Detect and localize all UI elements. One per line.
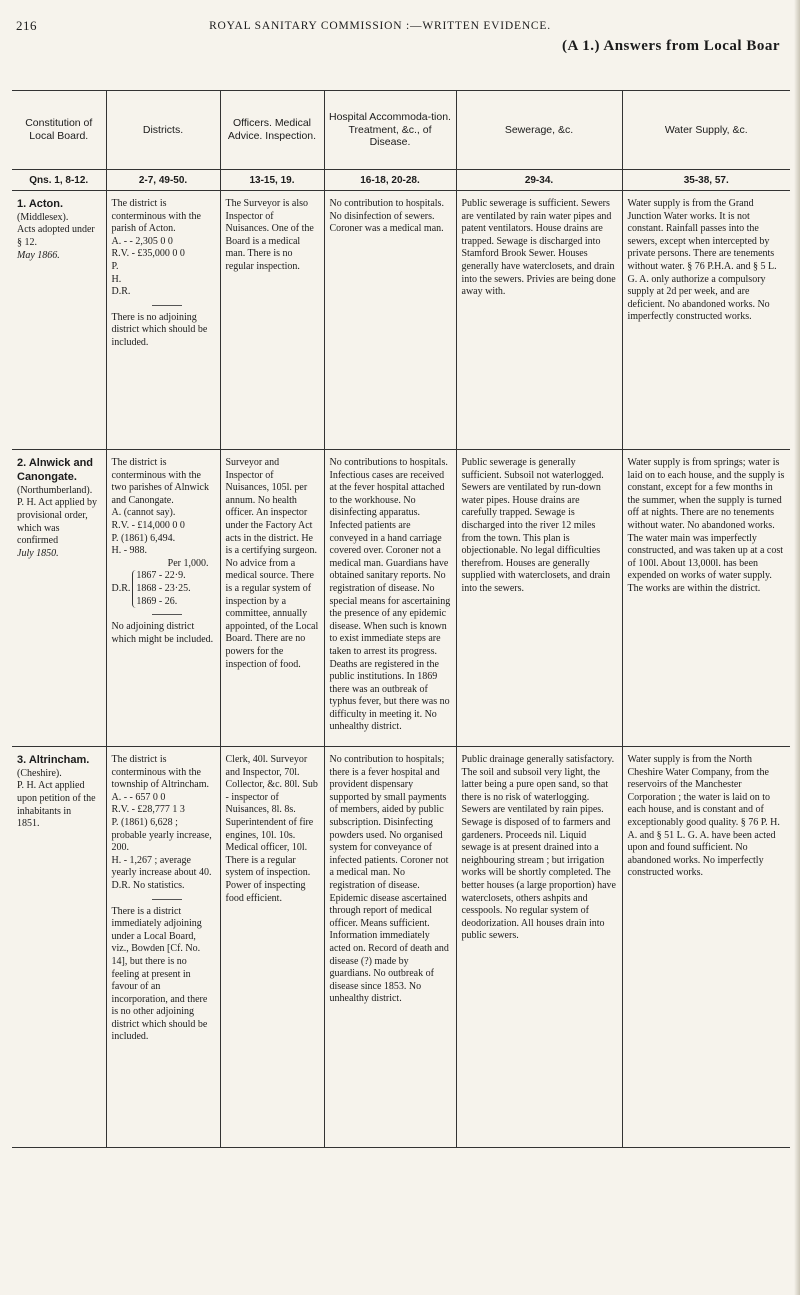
evidence-table [12, 90, 790, 1148]
water-cell [622, 191, 790, 450]
divider [152, 305, 182, 306]
officers-text: Clerk, 40l. Surveyor and Inspector, 70l. Collector, &c. 80l. Sub - inspector of Nuisances, 8l. 8s. Superintendent of fire engines, 10l. 10s. Medical officer, 10l. There is a regular system of inspection. Power of inspecting food efficient. [225, 754, 318, 904]
district-population: P. (1861) 6,494. [111, 532, 176, 544]
district-cell [106, 747, 220, 1148]
board-date: 1851. [17, 818, 40, 830]
district-houses: H. - 1,267 ; average yearly increase about 40. [111, 854, 212, 879]
board-acts: P. H. Act applied upon petition of the inhabitants in [17, 780, 96, 817]
district-population: P. (1861) 6,628 ; probable yearly increase, 200. [111, 816, 212, 854]
qns-districts: 2-7, 49-50. [106, 170, 220, 191]
district-area: A. (cannot say). [111, 507, 176, 519]
hospital-text: No contribution to hospitals. No disinfection of sewers. Coroner was a medical man. [329, 198, 444, 235]
board-acts: P. H. Act applied by provisional order, which was confirmed [17, 497, 97, 547]
table-row [12, 191, 790, 450]
divider [152, 899, 182, 900]
sewerage-cell [456, 450, 622, 747]
district-rateable-value: R.V. - £14,000 0 0 [111, 519, 185, 531]
officers-cell [220, 450, 324, 747]
district-death-rate: D.R. No statistics. [111, 879, 185, 891]
sewerage-text: Public sewerage is sufficient. Sewers are ventilated by rain water pipes and patent ventilators. House drains are trapped. Sewage is discharged into Stamford Brook Sewer. Houses generally have waterclosets, and drain into the sewers. Privies are being done away with. [461, 198, 616, 298]
hospital-cell [324, 191, 456, 450]
officers-text: The Surveyor is also Inspector of Nuisances. One of the Board is a medical man. There is no regular inspection. [225, 198, 314, 272]
district-death-rate: D.R. [111, 286, 131, 298]
table-row [12, 450, 790, 747]
section-subtitle: (A 1.) Answers from Local Boar [561, 38, 780, 54]
board-name: 3. Altrincham. [17, 754, 90, 766]
board-cell [12, 450, 106, 747]
water-text: Water supply is from the Grand Junction Water works. It is not constant. Rainfall passes into the sewers, except when intercepted by private persons. There are tenements without water. § 76 P.H.A. and § 5 L. G. A. only authorize a compulsory supply at 2d per week, and are deficient. No abandoned works. No imperfectly constructed works. [627, 198, 777, 323]
board-county: (Middlesex). [17, 211, 69, 223]
sewerage-cell [456, 747, 622, 1148]
officers-cell [220, 747, 324, 1148]
board-date: May 1866. [17, 249, 60, 261]
district-intro: The district is conterminous with the parish of Acton. [111, 198, 201, 235]
qns-constitution: Qns. 1, 8-12. [12, 170, 106, 191]
board-date: July 1850. [17, 547, 59, 559]
board-cell [12, 747, 106, 1148]
board-cell [12, 191, 106, 450]
running-title: ROYAL SANITARY COMMISSION :—WRITTEN EVIDENCE. [209, 20, 551, 32]
district-rateable-value: R.V. - £35,000 0 0 [111, 248, 185, 260]
water-text: Water supply is from the North Cheshire Water Company, from the reservoirs of the Manchester Corporation ; the water is laid on to each house, and is constant and of exceptionably good quality. § 76 P. H. A. and § 51 L. G. A. have been acted upon and found sufficient. No abandoned works. No imperfectly constructed works. [627, 754, 780, 879]
hospital-cell [324, 747, 456, 1148]
death-rate-1867: 1867 - 22·9. [136, 570, 186, 582]
col-header-constitution: Constitution of Local Board. [12, 91, 106, 170]
qns-hospital: 16-18, 20-28. [324, 170, 456, 191]
sewerage-text: Public sewerage is generally sufficient. Subsoil not waterlogged. Sewers are ventilated by run-down water pipes. House drains are carefully trapped. Sewage is discharged into the river 12 miles from the town. This plan is objectionable. No legal difficulties therefrom. Houses are generally supplied with waterclosets, and drain into the sewers. [461, 457, 611, 594]
district-per-thousand: Per 1,000. [167, 557, 209, 569]
district-area: A. - - 2,305 0 0 [111, 235, 173, 247]
qns-water: 35-38, 57. [622, 170, 790, 191]
death-rate-label: D.R. [111, 582, 131, 594]
page-edge-shadow [794, 0, 800, 1295]
col-header-sewerage: Sewerage, &c. [456, 91, 622, 170]
water-cell [622, 747, 790, 1148]
column-headers [12, 91, 790, 170]
district-rateable-value: R.V. - £28,777 1 3 [111, 804, 185, 816]
district-intro: The district is conterminous with the township of Altrincham. [111, 754, 209, 791]
board-name: 2. Alnwick and Canongate. [17, 457, 94, 483]
question-numbers-row [12, 170, 790, 191]
sewerage-cell [456, 191, 622, 450]
col-header-officers: Officers. Medical Advice. Inspection. [220, 91, 324, 170]
col-header-water: Water Supply, &c. [622, 91, 790, 170]
col-header-hospital: Hospital Accommoda-tion. Treatment, &c., of Disease. [324, 91, 456, 170]
board-name: 1. Acton. [17, 198, 64, 210]
district-houses: H. [111, 273, 122, 285]
hospital-cell [324, 450, 456, 747]
district-houses: H. - 988. [111, 545, 148, 557]
district-population: P. [111, 260, 119, 272]
district-adjoining: No adjoining district which might be included. [111, 621, 214, 645]
death-rate-years [132, 570, 190, 608]
board-acts: Acts adopted under § 12. [17, 224, 95, 249]
district-cell [106, 450, 220, 747]
district-adjoining: There is no adjoining district which should be included. [111, 311, 208, 348]
district-area: A. - - 657 0 0 [111, 791, 166, 803]
board-county: (Northumberland). [17, 484, 93, 496]
divider [152, 614, 182, 615]
table-row [12, 747, 790, 1148]
water-text: Water supply is from springs; water is laid on to each house, and the supply is constant, except for a few months in the summer, when the supply is turned off at nights. There are no tenements without water. No abandoned works. The water main was imperfectly constructed, and was taken up at a cost of 100l. About 13,000l. has been expended on works of water supply. The works are within the district. [627, 457, 785, 594]
district-intro: The district is conterminous with the two parishes of Alnwick and Canongate. [111, 457, 209, 506]
water-cell [622, 450, 790, 747]
page-number: 216 [16, 18, 37, 33]
officers-cell [220, 191, 324, 450]
hospital-text: No contributions to hospitals. Infectious cases are received at the fever hospital attached to the workhouse. No disinfecting apparatus. Infected patients are conveyed in a hand carriage covered over. Coroner not a medical man. Guardians have obtained sanitary reports. No registration of disease. No special means for ascertaining the presence of any epidemic disease. When such is known to exist immediate steps are taken to arrest its progress. Deaths are registered in the public institutions. In 1869 there was an outbreak of typhus fever, but there was no difficulty in meeting it. No unhealthy district. [329, 457, 451, 733]
district-cell [106, 191, 220, 450]
qns-officers: 13-15, 19. [220, 170, 324, 191]
hospital-text: No contribution to hospitals; there is a fever hospital and provident dispensary supported by small payments of members, aided by public subscription. Disinfecting powders used. No organised system for conveyance of infected patients. Coroner not a medical man. No registration of disease. Epidemic disease ascertained through report of medical officer. Means sufficient. Information immediately acted on. Record of death and disease (?) made by guardians. No outbreak of disease since 1853. No unhealthy district. [329, 754, 449, 1005]
death-rate-1868: 1868 - 23·25. [136, 582, 191, 594]
death-rate-block [112, 570, 215, 608]
qns-sewerage: 29-34. [456, 170, 622, 191]
page-header [0, 0, 800, 62]
board-county: (Cheshire). [17, 767, 62, 779]
officers-text: Surveyor and Inspector of Nuisances, 105l. per annum. No health officer. An inspector under the Factory Act acts in the district. He is a certifying surgeon. No advice from a medical source. There is a regular system of inspection by a committee, annually appointed, of the Local Board. There are no powers for the inspection of food. [225, 457, 319, 670]
death-rate-1869: 1869 - 26. [136, 595, 178, 607]
col-header-districts: Districts. [106, 91, 220, 170]
sewerage-text: Public drainage generally satisfactory. The soil and subsoil very light, the latter being a pure open sand, so that there is no risk of waterlogging. Sewers are ventilated by rain pipes. Sewage is disposed of to farmers and gardeners. Proceeds nil. Liquid sewage is at present drained into a neighbouring stream ; but irrigation works will be shortly completed. The better houses (a large proportion) have waterclosets, others ashpits and cesspools. No regular system of deodorization. All houses drain into public sewers. [461, 754, 616, 942]
district-adjoining: There is a district immediately adjoining under a Local Board, viz., Bowden [Cf. No. 14], but there is no feeling at present in favour of an incorporation, and there is no other adjoining district which should be included. [111, 905, 208, 1043]
